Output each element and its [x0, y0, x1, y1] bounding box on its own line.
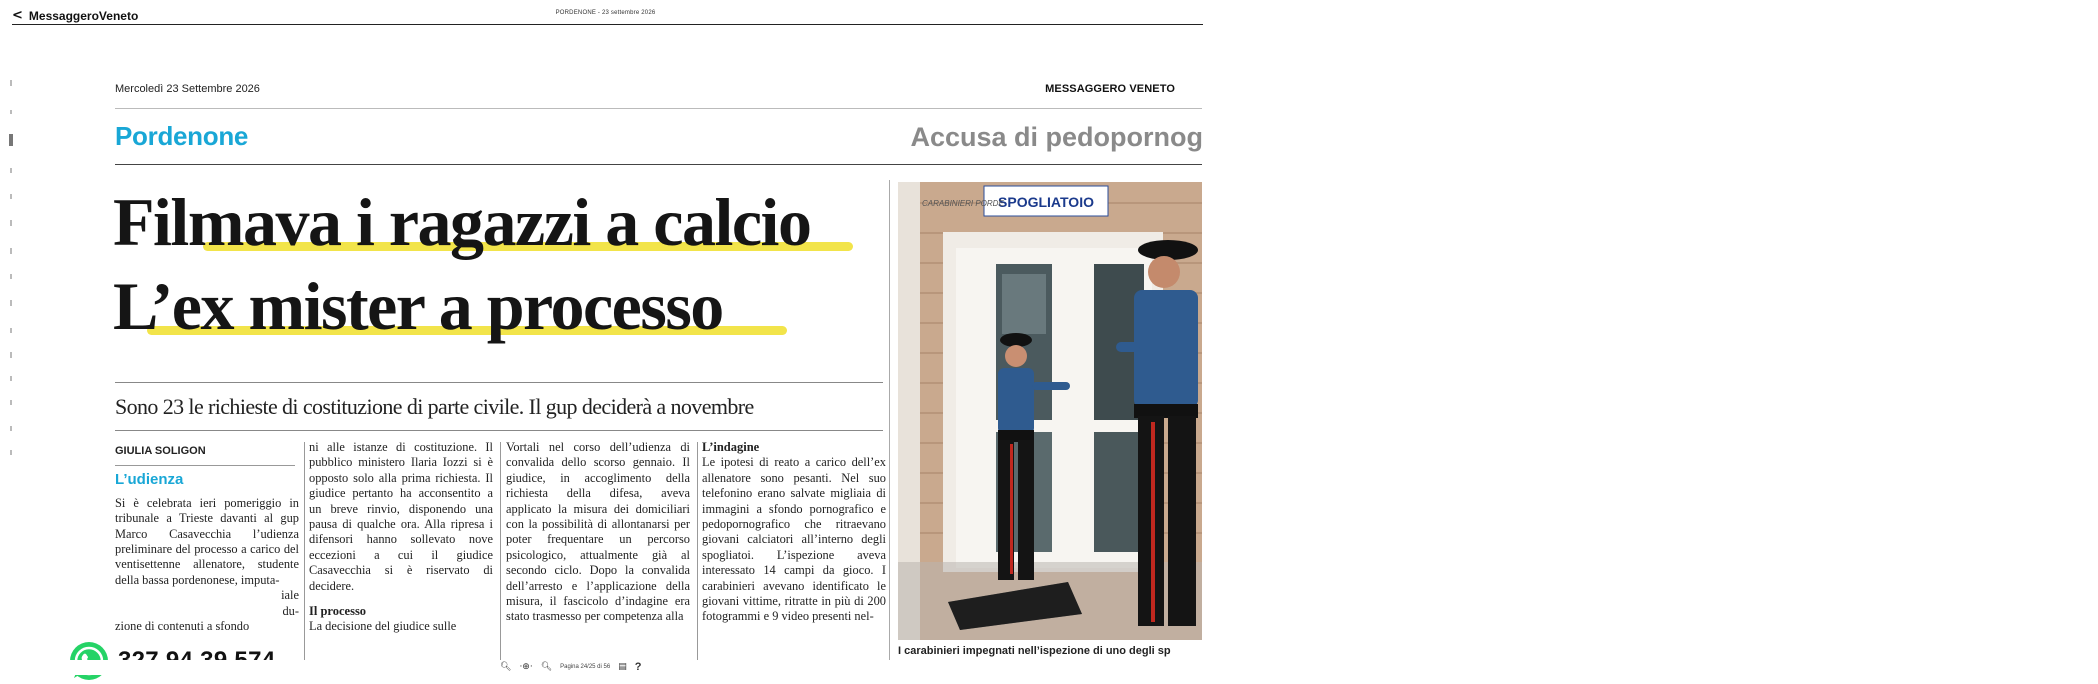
article-column-3 — [506, 440, 690, 625]
article-column-2 — [309, 440, 493, 635]
headline-line-1: Filmava i ragazzi a calcio — [113, 180, 883, 264]
page-indicator: Pagina 24/25 di 56 — [560, 664, 611, 670]
subhead-top-rule — [115, 382, 883, 383]
page-title: PORDENONE - 23 settembre 2026 — [555, 10, 656, 16]
top-divider — [12, 24, 1203, 25]
photo-divider — [889, 180, 890, 664]
author-byline: GIULIA SOLIGON — [115, 445, 206, 457]
column-divider — [304, 442, 305, 662]
byline-divider — [115, 465, 295, 466]
top-bar — [0, 0, 1211, 30]
column-subtitle: Il processo — [309, 604, 367, 619]
article-column-1 — [115, 440, 299, 634]
paragraph: Si è celebrata ieri pomeriggio in tribunale a Trieste davanti al gup Marco Casavecchia l’udienza preliminare del processo a carico del ventisettenne allenatore, studente della bassa pordenonese, imputa- — [115, 495, 299, 587]
svg-text:CARABINIERI PORDE: CARABINIERI PORDE — [922, 199, 1004, 208]
column-divider — [697, 442, 698, 662]
kicker: Accusa di pedopornog — [910, 122, 1203, 152]
chevron-left-icon: < — [12, 8, 23, 23]
next-photo-chevron-icon[interactable]: › — [2081, 478, 2091, 503]
headline-line-2: L’ex mister a processo — [113, 264, 883, 348]
column-subtitle: L’indagine — [702, 440, 760, 454]
header-divider — [115, 108, 1202, 109]
column-divider — [500, 442, 501, 662]
paragraph: Le ipotesi di reato a carico dell’ex allenatore sono pesanti. Nel suo telefonino erano salvate migliaia di immagini a sfondo pornografico e pedopornografico che ritraevano giovani calciatori all’interno degli spogliatoi. L’ispezione aveva interessato 14 campi da gioco. I carabinieri avevano identificato le giovani vittime, ritratte in più di 200 fotogrammi e 9 video presenti nel- — [702, 455, 886, 624]
dateline: Mercoledì 23 Settembre 2026 — [115, 83, 260, 95]
masthead: MESSAGGERO VENETO — [1045, 83, 1175, 95]
paragraph-fragment: du- — [282, 603, 299, 618]
zoom-out-icon[interactable]: 🔍︎ — [500, 662, 512, 672]
help-button[interactable]: ? — [634, 661, 642, 673]
photo-sign-text: SPOGLIATOIO — [998, 194, 1094, 210]
article-column-4 — [702, 440, 886, 625]
paragraph: Vortali nel corso dell’udienza di convalida dello scorso gennaio. Il giudice, in accoglimento della richiesta della difesa, aveva applicato la misura dei domiciliari con la possibilità di allontanarsi per poter frequentare un percorso psicologico, attualmente già al secondo ciclo. Dopo la convalida dell’arresto e l’applicazione della misura, il fascicolo d’indagine era stato trasmesso per competenza alla — [506, 440, 690, 624]
article-photo — [898, 182, 2091, 640]
page-view-icon[interactable]: ▤ — [618, 662, 627, 672]
newspaper-page — [0, 30, 2091, 660]
zoom-in-icon[interactable]: 🔍︎ — [540, 662, 553, 672]
paragraph: ni alle istanze di costituzione. Il pubblico ministero Ilaria Iozzi si è opposto solo alla prima richiesta. Il giudice pertanto ha acconsentito a un breve rinvio, disponendo una pausa di qualche ora. Alla ripresa i difensori hanno sollevato nove eccezioni a cui il giudice Casavecchia si è riservato di decidere. — [309, 440, 493, 593]
subhead: Sono 23 le richieste di costituzione di parte civile. Il gup deciderà a novembre — [115, 394, 754, 419]
paragraph-fragment: iale — [281, 588, 299, 603]
zoom-slider-icon[interactable]: ·⊕· — [519, 662, 533, 672]
photo-caption: I carabinieri impegnati nell’ispezione di uno degli sp — [898, 645, 1171, 657]
headline — [113, 180, 883, 348]
section-title: Pordenone — [115, 121, 249, 151]
back-label: MessaggeroVeneto — [28, 8, 139, 23]
subhead-bottom-rule — [115, 430, 883, 431]
paragraph-fragment: zione di contenuti a sfondo — [115, 619, 250, 634]
bottom-toolbar — [0, 660, 1211, 675]
paragraph: La decisione del giudice sulle — [309, 619, 457, 634]
section-divider — [115, 164, 1202, 165]
column-section-title: L’udienza — [115, 471, 184, 489]
